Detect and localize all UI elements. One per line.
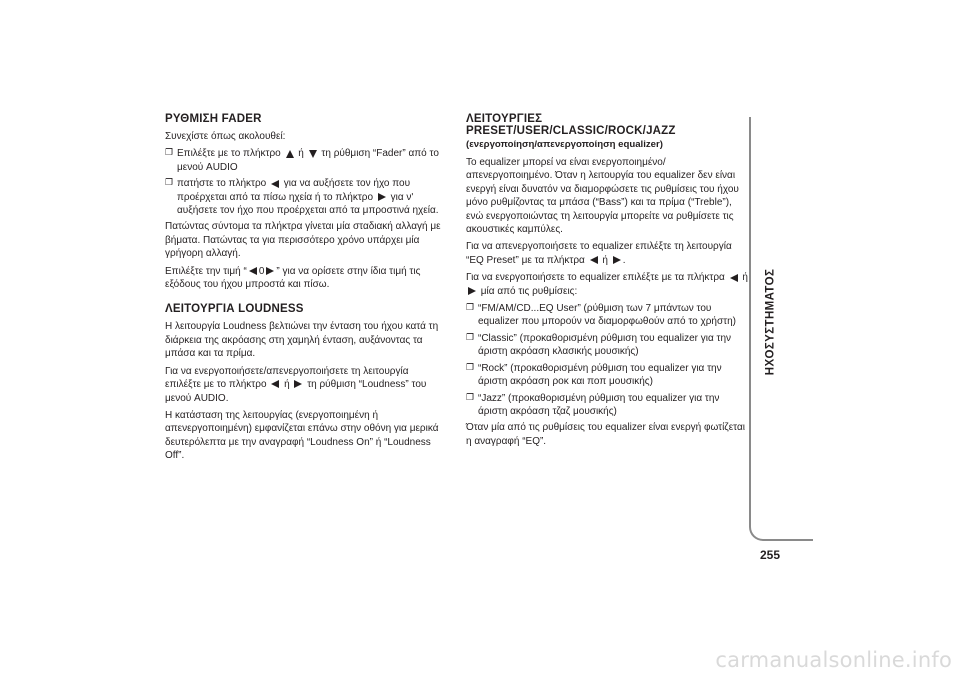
arrow-left-icon xyxy=(271,180,279,188)
equalizer-bullet-jazz: ❐ “Jazz” (προκαθορισμένη ρύθμιση του equalizer για την άριστη ακρόαση τζαζ μουσικής) xyxy=(466,391,720,417)
fader-bullet-1: ❐ Επιλέξτε με το πλήκτρο ή τη ρύθμιση “Fader” από το μενού AUDIO xyxy=(165,147,439,173)
fader-intro: Συνεχίστε όπως ακολουθεί: xyxy=(165,131,286,142)
left-column xyxy=(165,113,445,467)
right-column xyxy=(466,113,748,452)
arrow-right-icon xyxy=(468,287,476,295)
fader-paragraph-1: Πατώντας σύντομα τα πλήκτρα γίνεται μία σταδιακή αλλαγή με βήματα. Πατώντας τα για περισσότερο χρόνο υπάρχει μία γρήγορη αλλαγή. xyxy=(165,221,441,260)
checkbox-bullet-icon: ❐ xyxy=(466,361,475,372)
equalizer-paragraph-1: Το equalizer μπορεί να είναι ενεργοποιημένο/απενεργοποιημένο. Όταν η λειτουργία του equalizer δεν είναι ενεργή είναι δυνατόν να διαμορφώσετε τις ρυθμίσεις του ήχου μόνο ρυθμίζοντας τα μπάσα (“Bass”) και τα πρίμα (“Treble”), ενώ ενεργοποιώντας τη λειτουργία μπορείτε να ρυθμίσετε τις ακουστικές καμπύλες. xyxy=(466,157,739,236)
checkbox-bullet-icon: ❐ xyxy=(165,177,174,188)
equalizer-paragraph-4: Όταν μία από τις ρυθμίσεις του equalizer είναι ενεργή φωτίζεται η αναγραφή “EQ”. xyxy=(466,422,745,447)
section-tab-title: ΗΧΟΣΥΣΤΗΜΑΤΟΣ xyxy=(764,268,777,376)
equalizer-bullet-rock: ❐ “Rock” (προκαθορισμένη ρύθμιση του equalizer για την άριστη ακρόαση ροκ και ποπ μουσικής) xyxy=(466,361,722,388)
equalizer-paragraph-3: Για να ενεργοποιήσετε το equalizer επιλέξτε με τα πλήκτρα ή μία από τις ρυθμίσεις: xyxy=(466,272,748,297)
equalizer-heading: ΛΕΙΤΟΥΡΓΙΕΣ PRESET/USER/CLASSIC/ROCK/JAZZ xyxy=(466,113,676,137)
loudness-paragraph-3: Η κατάσταση της λειτουργίας (ενεργοποιημένη ή απενεργοποιημένη) εμφανίζεται επάνω στην οθόνη για μερικά δευτερόλεπτα με την αναγραφή “Loudness On” ή “Loudness Off”. xyxy=(165,409,439,462)
loudness-paragraph-2: Για να ενεργοποιήσετε/απενεργοποιήσετε τη λειτουργία επιλέξτε με το πλήκτρο ή τη ρύθμιση “Loudness” του μενού AUDIO. xyxy=(165,365,427,404)
arrow-left-icon xyxy=(590,256,598,264)
arrow-left-icon xyxy=(249,267,257,275)
equalizer-bullet-classic: ❐ “Classic” (προκαθορισμένη ρύθμιση του equalizer για την άριστη ακρόαση κλασικής μουσικής) xyxy=(466,331,732,358)
equalizer-subheading: (ενεργοποίηση/απενεργοποίηση equalizer) xyxy=(466,139,663,150)
arrow-left-icon xyxy=(271,380,279,388)
arrow-right-icon xyxy=(294,380,302,388)
arrow-right-icon xyxy=(613,256,621,264)
arrow-up-icon xyxy=(286,150,294,158)
arrow-left-icon xyxy=(730,274,738,282)
fader-heading: ΡΥΘΜΙΣΗ FADER xyxy=(165,113,262,125)
watermark: carmanualsonline.info xyxy=(715,648,952,672)
equalizer-bullet-user: ❐ “FM/AM/CD...EQ User” (ρύθμιση των 7 μπάντων του equalizer που μπορούν να διαμορφωθούν από το χρήστη) xyxy=(466,302,736,328)
loudness-paragraph-1: Η λειτουργία Loudness βελτιώνει την ένταση του ήχου κατά τη διάρκεια της ακρόασης στη χαμηλή ένταση, αυξάνοντας τα μπάσα και τα πρίμα. xyxy=(165,321,439,360)
checkbox-bullet-icon: ❐ xyxy=(165,147,174,158)
checkbox-bullet-icon: ❐ xyxy=(466,391,475,402)
checkbox-bullet-icon: ❐ xyxy=(466,302,475,313)
arrow-right-icon xyxy=(266,267,274,275)
arrow-down-icon xyxy=(309,150,317,158)
fader-bullet-2: ❐ πατήστε το πλήκτρο για να αυξήσετε τον ήχο που προέρχεται από τα πίσω ηχεία ή το πλήκτρο για ν' αυξήσετε τον ήχο που προέρχεται από τα μπροστινά ηχεία. xyxy=(165,177,439,217)
checkbox-bullet-icon: ❐ xyxy=(466,331,475,342)
loudness-heading: ΛΕΙΤΟΥΡΓΙΑ LOUDNESS xyxy=(165,303,304,316)
fader-paragraph-2: Επιλέξτε την τιμή “ 0 ” για να ορίσετε στην ίδια τιμή τις εξόδους του ήχου μπροστά και πίσω. xyxy=(165,265,421,291)
arrow-right-icon xyxy=(378,193,386,201)
page-number: 255 xyxy=(760,548,781,562)
equalizer-paragraph-2: Για να απενεργοποιήσετε το equalizer επιλέξτε τη λειτουργία “EQ Preset” με τα πλήκτρα ή . xyxy=(466,241,732,266)
